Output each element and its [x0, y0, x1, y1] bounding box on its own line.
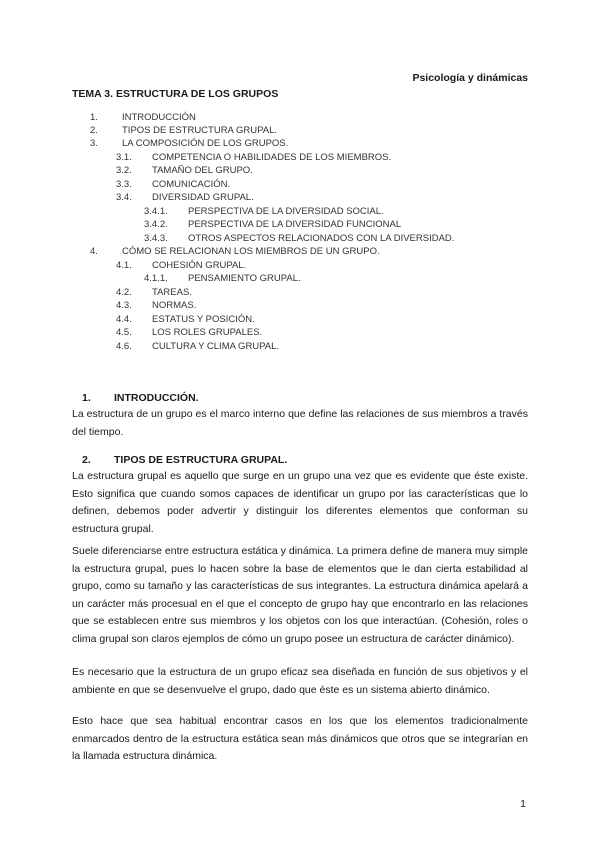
toc-item: 4.5. LOS ROLES GRUPALES. — [116, 327, 263, 338]
toc-item: 4.1.1. PENSAMIENTO GRUPAL. — [144, 273, 301, 284]
section-heading: 2. TIPOS DE ESTRUCTURA GRUPAL. — [82, 454, 288, 466]
paragraph: Suele diferenciarse entre estructura estática y dinámica. La primera define de manera muy simple la estructura grupal, pues lo hacen sobre la base de elementos que le dan cierta estabilidad al grupo, como su tamaño y las características de sus integrantes. La estructura dinámica apelará a un carácter más procesual en el que el concepto de grupo hay que encontrarlo en las relaciones que se establecen entre sus miembros y los objetos con los que interactúan. (Cohesión, roles o clima grupal son claros ejemplos de cómo un grupo posee un estructura de carácter dinámico). — [72, 545, 528, 645]
toc-item: 1. INTRODUCCIÓN — [90, 112, 196, 123]
toc-item: 4.1. COHESIÓN GRUPAL. — [116, 260, 247, 271]
toc-item: 4.4. ESTATUS Y POSICIÓN. — [116, 314, 255, 325]
toc-item: 3.4.3. OTROS ASPECTOS RELACIONADOS CON LA DIVERSIDAD. — [144, 233, 455, 244]
toc-item: 3.1. COMPETENCIA O HABILIDADES DE LOS MIEMBROS. — [116, 152, 392, 163]
page-number: 1 — [520, 798, 526, 810]
toc-item: 4.3. NORMAS. — [116, 300, 197, 311]
toc-item: 3.4. DIVERSIDAD GRUPAL. — [116, 192, 254, 203]
paragraph: Es necesario que la estructura de un grupo eficaz sea diseñada en función de sus objetivos y el ambiente en que se desenvuelve el grupo, dado que éste es un sistema abierto dinámico. — [72, 666, 528, 696]
paragraph: Esto hace que sea habitual encontrar casos en los que los elementos tradicionalmente enmarcados dentro de la estructura estática sean más dinámicos que otros que se integrarían en la llamada estructura dinámica. — [72, 715, 528, 762]
page-header: Psicología y dinámicas — [412, 72, 528, 84]
toc-item: 4.2. TAREAS. — [116, 287, 192, 298]
toc-item: 2. TIPOS DE ESTRUCTURA GRUPAL. — [90, 125, 278, 136]
paragraph: La estructura grupal es aquello que surge en un grupo una vez que es evidente que éste existe. Esto significa que cuando somos capaces de identificar un grupo por las características que lo definen, debemos poder advertir y distinguir los diferentes elementos que conforman su estructura grupal. — [72, 470, 528, 535]
toc-item: 3.2. TAMAÑO DEL GRUPO. — [116, 165, 253, 176]
section-heading: 1. INTRODUCCIÓN. — [82, 392, 199, 404]
toc-item: 3.4.2. PERSPECTIVA DE LA DIVERSIDAD FUNCIONAL — [144, 219, 402, 230]
toc-item: 4.6. CULTURA Y CLIMA GRUPAL. — [116, 341, 280, 352]
toc-item: 4. CÓMO SE RELACIONAN LOS MIEMBROS DE UN GRUPO. — [90, 246, 380, 257]
toc-item: 3. LA COMPOSICIÓN DE LOS GRUPOS. — [90, 138, 289, 149]
paragraph: La estructura de un grupo es el marco interno que define las relaciones de sus miembros a través del tiempo. — [72, 408, 528, 438]
document-title: TEMA 3. ESTRUCTURA DE LOS GRUPOS — [72, 88, 279, 100]
toc-item: 3.4.1. PERSPECTIVA DE LA DIVERSIDAD SOCIAL. — [144, 206, 384, 217]
toc-item: 3.3. COMUNICACIÓN. — [116, 179, 231, 190]
